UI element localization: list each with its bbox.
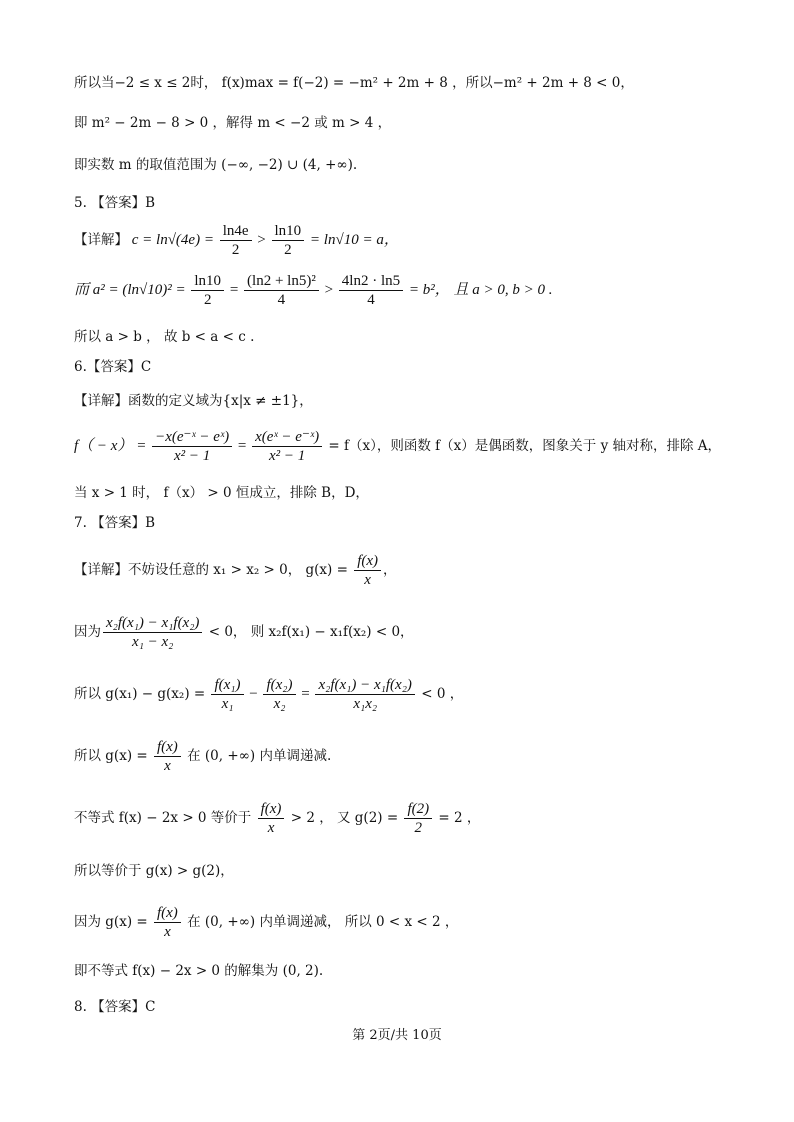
line-20: 即不等式 f(x) − 2x > 0 的解集为 (0, 2). [74, 963, 324, 979]
line-9: 【详解】函数的定义域为{x|x ≠ ±1}， [74, 393, 313, 409]
fraction: $\frac{\text{(ln2 + ln5)²}}{4}$ [244, 272, 319, 309]
fraction: $\frac{\text{x(eˣ − e⁻ˣ)}}{\text{x² − 1}}$ [252, 428, 322, 465]
answer-8: 8. 【答案】C [74, 999, 156, 1015]
fraction: $\frac{f(x)}{x}$ [154, 738, 181, 775]
line-7: 所以 a > b ， 故 b < a < c . [74, 329, 255, 345]
line-6: 而 a² = (ln√10)² = $\frac{\ln 10}{2}$ = $\frac{\text{(ln2 + ln5)²}}{4}$ > $\frac{4\ln 2 \cdot \ln 5}{4}$ = b²， 且 a > 0, b > 0 . [74, 273, 553, 308]
line-13: 【详解】不妨设任意的 x₁ > x₂ > 0， g(x) = $\frac{f(x)}{x}$ ， [74, 553, 397, 588]
fraction: $\frac{\ln 4e}{2}$ [220, 222, 252, 259]
fraction: $\frac{\text{x₂f(x₁) − x₁f(x₂)}}{\text{x₁x₂}}$ [315, 676, 414, 713]
line-19: 因为 g(x) = $\frac{f(x)}{x}$ 在 (0, +∞) 内单调递减， 所以 0 < x < 2 ， [74, 905, 459, 940]
line-2: 即 m² − 2m − 8 > 0 ，解得 m < −2 或 m > 4 ， [74, 115, 392, 131]
fraction: $\frac{\text{f(x₁)}}{\text{x₁}}$ [211, 676, 243, 713]
fraction: $\frac{f(x)}{x}$ [258, 800, 285, 837]
fraction: $\frac{\text{f(x₂)}}{\text{x₂}}$ [263, 676, 295, 713]
fraction: $\frac{f(x)}{x}$ [354, 552, 381, 589]
line-17: 不等式 f(x) − 2x > 0 等价于 $\frac{f(x)}{x}$ > 2 ， 又 g(2) = $\frac{f(2)}{2}$ = 2 ， [74, 801, 481, 836]
answer-7: 7. 【答案】B [74, 515, 156, 531]
line-3: 即实数 m 的取值范围为 (−∞, −2) ∪ (4, +∞). [74, 157, 358, 173]
detail-label: 【详解】 [74, 232, 128, 248]
line-18: 所以等价于 g(x) > g(2)， [74, 863, 234, 879]
fraction: $\frac{\text{x₂f(x₁) − x₁f(x₂)}}{\text{x₁ − x₂}}$ [103, 614, 202, 651]
line-14: 因为 $\frac{\text{x₂f(x₁) − x₁f(x₂)}}{\text{x₁ − x₂}}$ < 0， 则 x₂f(x₁) − x₁f(x₂) < 0， [74, 615, 414, 650]
fraction: $\frac{\ln 10}{2}$ [272, 222, 305, 259]
line-5-detail: 【详解】 c = ln√(4e) = $\frac{\ln 4e}{2}$ > $\frac{\ln 10}{2}$ = ln√10 = a， [74, 223, 399, 258]
line-16: 所以 g(x) = $\frac{f(x)}{x}$ 在 (0, +∞) 内单调递减. [74, 739, 332, 774]
answer-6: 6.【答案】C [74, 359, 152, 375]
fraction: $\frac{\text{−x(e⁻ˣ − eˣ)}}{\text{x² − 1}}$ [152, 428, 232, 465]
line-1: 所以当−2 ≤ x ≤ 2时， f(x)max = f(−2) = −m² + 2m + 8 ，所以−m² + 2m + 8 < 0， [74, 75, 634, 91]
fraction: $\frac{\ln 10}{2}$ [191, 272, 224, 309]
page-footer: 第 2页/共 10页 [352, 1028, 442, 1043]
line-15: 所以 g(x₁) − g(x₂) = $\frac{\text{f(x₁)}}{\text{x₁}}$ − $\frac{\text{f(x₂)}}{\text{x₂}}$ = $\frac{\text{x₂f(x₁) − x₁f(x₂)}}{\text{x₁x₂}}$ < 0 ， [74, 677, 464, 712]
answer-5: 5. 【答案】B [74, 195, 156, 211]
fraction: $\frac{f(2)}{2}$ [404, 800, 432, 837]
line-10: f（ − x） = $\frac{\text{−x(e⁻ˣ − eˣ)}}{\text{x² − 1}}$ = $\frac{\text{x(eˣ − e⁻ˣ)}}{\text{x² − 1}}$ = f（x），则函数 f（x）是偶函数，图象关于 y 轴对称，排除 A， [74, 429, 722, 464]
line-11: 当 x > 1 时， f（x） > 0 恒成立，排除 B，D， [74, 485, 369, 501]
fraction: $\frac{f(x)}{x}$ [154, 904, 181, 941]
fraction: $\frac{4\ln 2 \cdot \ln 5}{4}$ [339, 272, 403, 309]
